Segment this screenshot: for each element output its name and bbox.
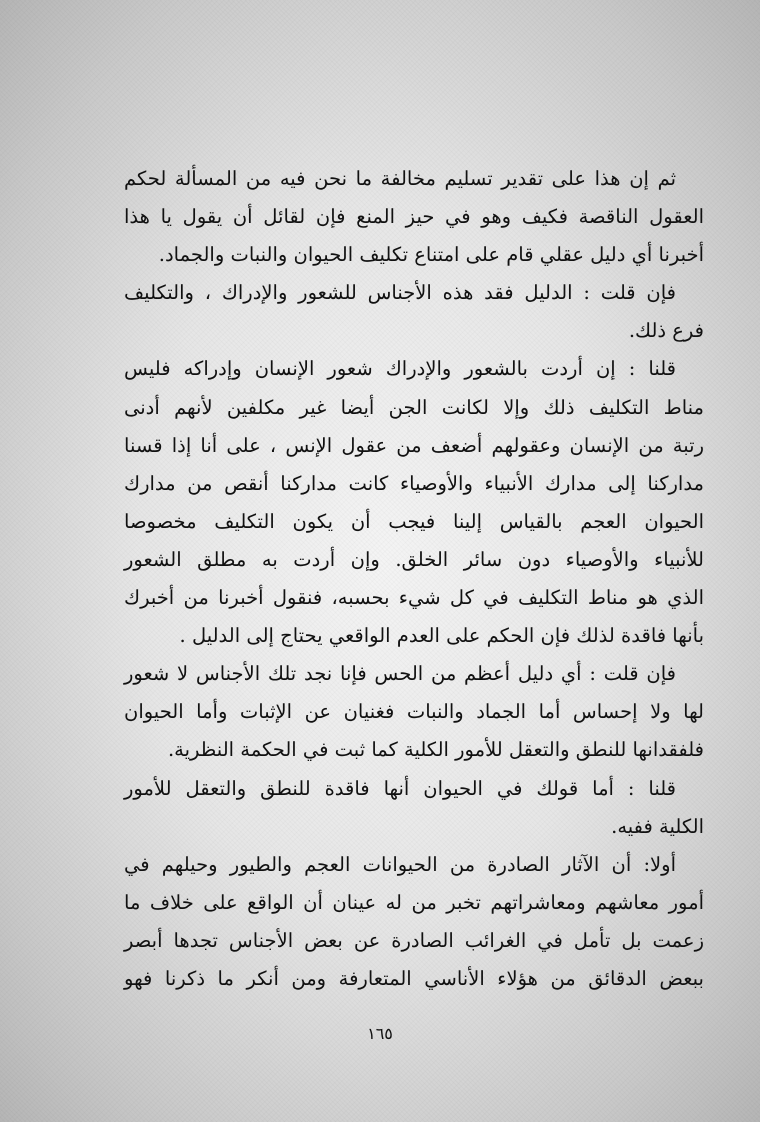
text-line: ثم إن هذا على تقدير تسليم مخالفة ما نحن فيه من المسألة لحكم — [124, 167, 676, 190]
text-line: قلنا : إن أردت بالشعور والإدراك شعور الإنسان وإدراكه فليس — [124, 357, 676, 381]
text-line: فرع ذلك. — [628, 319, 704, 343]
text-line: مناط التكليف ذلك وإلا لكانت الجن أيضا غير مكلفين لأنهم أدنى — [124, 395, 704, 419]
text-line: لها ولا إحساس أما الجماد والنبات فغنيان عن الإثبات وأما الحيوان — [124, 700, 705, 724]
text-line: مداركنا إلى مدارك الأنبياء والأوصياء كانت مداركنا أنقص من مدارك — [124, 471, 704, 495]
body-text — [124, 160, 704, 998]
page-number: ١٦٥ — [367, 1024, 393, 1043]
text-line: ببعض الدقائق من هؤلاء الأناسي المتعارفة ومن أنكر ما ذكرنا فهو — [124, 966, 704, 990]
text-line: للأنبياء والأوصياء دون سائر الخلق. وإن أردت به مطلق الشعور — [124, 547, 704, 571]
text-line: الكلية ففيه. — [611, 814, 704, 838]
text-line: قلنا : أما قولك في الحيوان أنها فاقدة للنطق والتعقل للأمور — [124, 776, 676, 800]
text-line: أولا: أن الآثار الصادرة من الحيوانات العجم والطيور وحيلهم في — [124, 852, 676, 876]
text-line: بأنها فاقدة لذلك فإن الحكم على العدم الواقعي يحتاج إلى الدليل . — [179, 624, 704, 648]
text-line: أمور معاشهم ومعاشراتهم تخبر من له عينان أن الواقع على خلاف ما — [124, 890, 704, 914]
text-line: الذي هو مناط التكليف في كل شيء بحسبه، فنقول أخبرنا من أخبرك — [124, 586, 704, 610]
text-line: الحيوان العجم بالقياس إلينا فيجب أن يكون التكليف مخصوصا — [124, 509, 704, 533]
text-line: فلفقدانها للنطق والتعقل للأمور الكلية كما ثبت في الحكمة النظرية. — [167, 738, 704, 762]
text-line: فإن قلت : الدليل فقد هذه الأجناس للشعور والإدراك ، والتكليف — [124, 281, 676, 305]
text-line: زعمت بل تأمل في الغرائب الصادرة عن بعض الأجناس تجدها أبصر — [124, 928, 704, 952]
text-line: أخبرنا أي دليل عقلي قام على امتناع تكليف الحيوان والنبات والجماد. — [158, 243, 704, 267]
text-line: فإن قلت : أي دليل أعظم من الحس فإنا نجد تلك الأجناس لا شعور — [124, 662, 676, 686]
text-line: العقول الناقصة فكيف وهو في حيز المنع فإن لقائل أن يقول يا هذا — [124, 205, 704, 229]
text-line: رتبة من الإنسان وعقولهم أضعف من عقول الإنس ، على أنا إذا قسنا — [124, 433, 704, 457]
